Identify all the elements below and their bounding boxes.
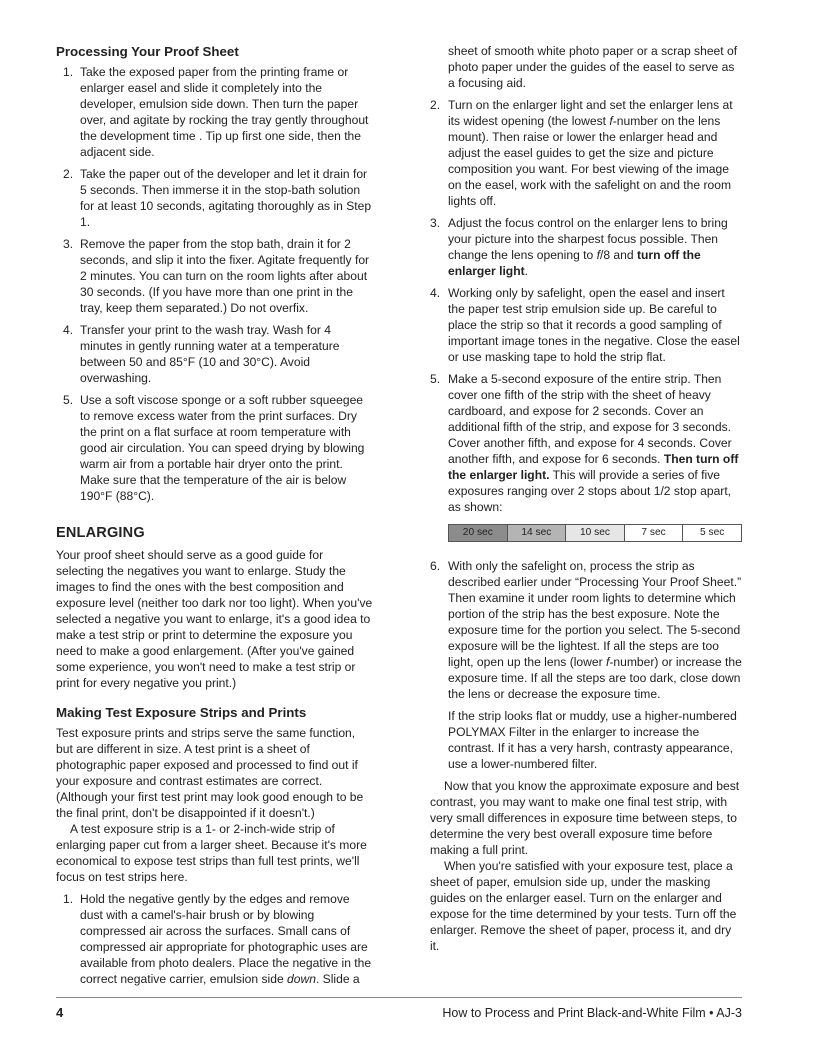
list-item [56,166,374,230]
strip-step-10: 10 sec [566,525,625,542]
enlarging-paragraph: Your proof sheet should serve as a good guide for selecting the negatives you want to enlarge. Study the images to find the ones with the best composition and exposure level (neither too dark nor too light). When you've selected a negative you want to enlarge, it's a good idea to make a test strip or print to determine the exposure you need to make a good enlargement. (After you've gained some experience, you won't need to make a test strip or print for every negative you print.) [56,548,373,690]
list-item [430,285,742,365]
step-text: Take the exposed paper from the printing frame or enlarger easel and slide it completely into the developer, emulsion side down. Then turn the paper over, and agitate by rocking the tray gently throughout the development time . Tip up first one side, then the adjacent side. [80,65,369,159]
list-item [430,558,742,772]
enlarge-steps-list [430,97,742,515]
right-column [430,43,742,954]
step-number: 5. [430,372,441,386]
list-item [56,891,374,987]
final-test-paragraph: Now that you know the approximate exposure and best contrast, you may want to make one final test strip, with very small differences in exposure time between steps, to determine the very best overall exposure time before making a full print. [430,779,740,857]
left-column [56,43,374,993]
list-item [56,236,374,316]
step-number: 1. [63,892,74,906]
step-text: Remove the paper from the stop bath, drain it for 2 seconds, and slip it into the fixer. Agitate frequently for 2 minutes. You can turn on the room lights after about 30 seconds. (If you have more than one print in the tray, keep them separated.) Do not overfix. [80,237,370,315]
step-number: 1. [63,65,74,79]
final-steps-list [430,558,742,772]
exposure-strip-table [448,524,742,542]
step-number: 4. [430,286,441,300]
page-footer [56,997,742,1020]
step-text: Use a soft viscose sponge or a soft rubber squeegee to remove excess water from the print surfaces. Dry the print on a flat surface at room temperature with good air circulation. You can speed drying by blowing warm air from a portable hair dryer onto the print. Make sure that the temperature of the air is below 190°F (88°C). [80,393,365,503]
step-text: Turn on the enlarger light and set the enlarger lens at its widest opening (the lowest f-number on the lens mount). Then raise or lower the enlarger head and adjust the easel guides to get the size and picture composition you want. For best viewing of the image on the easel, work with the safelight on and the room lights off. [448,98,733,208]
document-title: How to Process and Print Black-and-White Film • AJ-3 [442,1006,742,1020]
list-item [56,64,374,160]
strip-step-5: 5 sec [683,525,742,542]
final-print-paragraph: When you're satisfied with your exposure test, place a sheet of paper, emulsion side up, under the masking guides on the enlarger easel. Turn on the enlarger and expose for the time determined by your tests. Turn off the enlarger. Remove the sheet of paper, process it, and dry it. [430,859,737,953]
list-item [430,371,742,515]
step-text: With only the safelight on, process the strip as described earlier under “Processing Your Proof Sheet.” Then examine it under room lights to determine which portion of the strip has the best exposure. Note the exposure time for the portion you select. The 5-second exposure will be the lightest. If all the steps are too light, open up the lens (lower f-number) or increase the exposure time. If all the steps are too dark, close down the lens or decrease the exposure time. [448,559,742,701]
step-text: Make a 5-second exposure of the entire strip. Then cover one fifth of the strip with the sheet of heavy cardboard, and expose for 2 seconds. Cover an additional fifth of the strip, and expose for 3 seconds. Cover another fifth, and expose for 4 seconds. Cover another fifth, and expose for 6 seconds. Then turn off the enlarger light. This will provide a series of five exposures ranging over 2 stops about 1/2 stop apart, as shown: [448,372,739,514]
step-number: 6. [430,559,441,573]
proof-sheet-heading: Processing Your Proof Sheet [56,44,239,59]
strip-step-7: 7 sec [624,525,683,542]
step-text: Adjust the focus control on the enlarger lens to bring your picture into the sharpest focus possible. Then change the lens opening to f/8 and turn off the enlarger light. [448,216,728,278]
step-number: 2. [430,98,441,112]
step-text: Hold the negative gently by the edges and remove dust with a camel's-hair brush or by blowing compressed air across the surfaces. Small cans of compressed air appropriate for photographic uses are available from photo dealers. Place the negative in the correct negative carrier, emulsion side down. Slide a [80,892,372,986]
proof-steps-list [56,64,374,504]
step-number: 4. [63,323,74,337]
step-number: 3. [63,237,74,251]
list-item [56,392,374,504]
step-text: Take the paper out of the developer and let it drain for 5 seconds. Then immerse it in the stop-bath solution for at least 10 seconds, agitating thoroughly as in Step 1. [80,167,372,229]
test-strips-heading: Making Test Exposure Strips and Prints [56,705,307,720]
filter-note: If the strip looks flat or muddy, use a higher-numbered POLYMAX Filter in the enlarger to increase the contrast. If it has a very harsh, contrasty appearance, use a lower-numbered filter. [448,709,737,771]
step-text: Transfer your print to the wash tray. Wash for 4 minutes in gently running water at a temperature between 50 and 85°F (10 and 30°C). Avoid overwashing. [80,323,340,385]
page-number: 4 [56,1005,64,1020]
list-item [56,322,374,386]
step1-continuation: sheet of smooth white photo paper or a scrap sheet of photo paper under the guides of the easel to serve as a focusing aid. [448,44,738,90]
strip-step-14: 14 sec [507,525,566,542]
step-number: 3. [430,216,441,230]
step-number: 2. [63,167,74,181]
step-number: 5. [63,393,74,407]
list-item [430,97,742,209]
list-item [430,215,742,279]
enlarging-heading: ENLARGING [56,525,145,541]
test-paragraph-2: A test exposure strip is a 1- or 2-inch-wide strip of enlarging paper cut from a larger sheet. Because it's more economical to expose test strips than full test prints, we'll focus on test strips here. [56,822,367,884]
test-paragraph-1: Test exposure prints and strips serve the same function, but are different in size. A test print is a sheet of photographic paper exposed and processed to find out if your exposure and contrast estimates are correct. (Although your first test print may look good enough to be the final print, don't be disappointed if it doesn't.) [56,726,364,820]
test-steps-list [56,891,374,987]
step-text: Working only by safelight, open the easel and insert the paper test strip emulsion side up. Be careful to place the strip so that it records a good sampling of important image tones in the negative. Close the easel or use masking tape to hold the strip flat. [448,286,740,364]
strip-step-20: 20 sec [449,525,508,542]
